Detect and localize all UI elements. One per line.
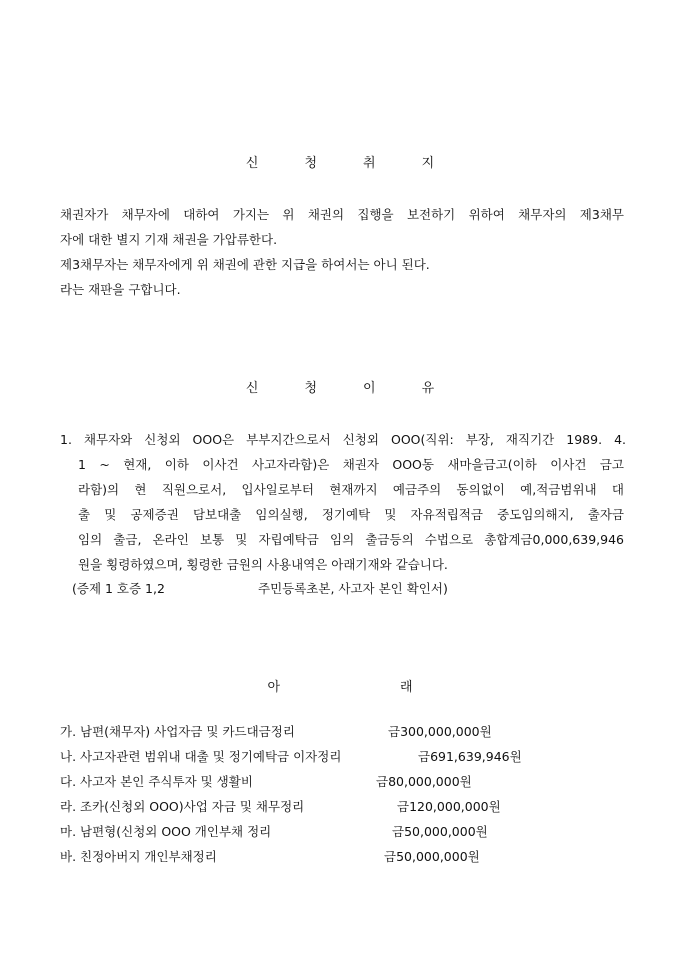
detail-item-amount: 금691,639,946원 xyxy=(418,749,522,764)
evidence-description: 주민등록초본, 사고자 본인 확인서) xyxy=(258,581,448,596)
detail-item-amount: 금80,000,000원 xyxy=(376,774,472,789)
title-char: 유 xyxy=(421,381,435,396)
section-title-application-reason xyxy=(0,377,680,396)
title-char: 지 xyxy=(421,156,435,171)
reason-line-6: 원을 횡령하였으며, 횡령한 금원의 사용내역은 아래기재와 같습니다. xyxy=(78,557,448,572)
title-char: 이 xyxy=(363,381,376,396)
title-char: 청 xyxy=(304,381,317,396)
reason-line-2: 1 ~ 현재, 이하 이사건 사고자라함)은 채권자 OOO동 새마을금고(이하 이사건 금고 xyxy=(78,457,624,472)
title-char: 취 xyxy=(363,156,376,171)
title-char: 신 xyxy=(245,156,259,171)
detail-item-label: 라. 조카(신청외 OOO)사업 자금 및 채무정리 xyxy=(60,799,305,814)
detail-item-label: 바. 친정아버지 개인부채정리 xyxy=(60,849,217,864)
title-char: 청 xyxy=(304,156,317,171)
reason-line-1: 1. 채무자와 신청외 OOO은 부부지간으로서 신청외 OOO(직위: 부장, 재직기간 1989. 4. xyxy=(60,432,626,447)
detail-item-amount: 금300,000,000원 xyxy=(388,724,492,739)
purpose-line-3: 제3채무자는 채무자에게 위 채권에 관한 지급을 하여서는 아니 된다. xyxy=(60,257,430,272)
detail-item-amount: 금120,000,000원 xyxy=(397,799,501,814)
section-title-details xyxy=(0,676,680,695)
section-title-application-purpose xyxy=(0,152,680,171)
title-char: 신 xyxy=(245,381,259,396)
detail-item-label: 다. 사고자 본인 주식투자 및 생활비 xyxy=(60,774,253,789)
purpose-line-1: 채권자가 채무자에 대하여 가지는 위 채권의 집행을 보전하기 위하여 채무자의 제3채무 xyxy=(60,207,624,222)
detail-item-label: 가. 남편(채무자) 사업자금 및 카드대금정리 xyxy=(60,724,295,739)
purpose-line-2: 자에 대한 별지 기재 채권을 가압류한다. xyxy=(60,232,278,247)
title-char: 래 xyxy=(400,680,413,695)
detail-item-amount: 금50,000,000원 xyxy=(392,824,488,839)
title-char: 아 xyxy=(267,680,280,695)
reason-line-5: 임의 출금, 온라인 보통 및 자립예탁금 임의 출금등의 수법으로 총합계금0,000,639,946 xyxy=(78,532,624,547)
reason-line-3: 라함)의 현 직원으로서, 입사일로부터 현재까지 예금주의 동의없이 예,적금범위내 대 xyxy=(78,482,624,497)
detail-item-amount: 금50,000,000원 xyxy=(384,849,480,864)
purpose-line-4: 라는 재판을 구합니다. xyxy=(60,282,181,297)
detail-item-label: 나. 사고자관련 범위내 대출 및 정기예탁금 이자정리 xyxy=(60,749,342,764)
reason-line-4: 출 및 공제증권 담보대출 임의실행, 정기예탁 및 자유적립적금 중도임의해지, 출자금 xyxy=(78,507,624,522)
evidence-label: (증제 1 호증 1,2 xyxy=(72,581,165,596)
detail-item-label: 마. 남편형(신청외 OOO 개인부채 정리 xyxy=(60,824,272,839)
